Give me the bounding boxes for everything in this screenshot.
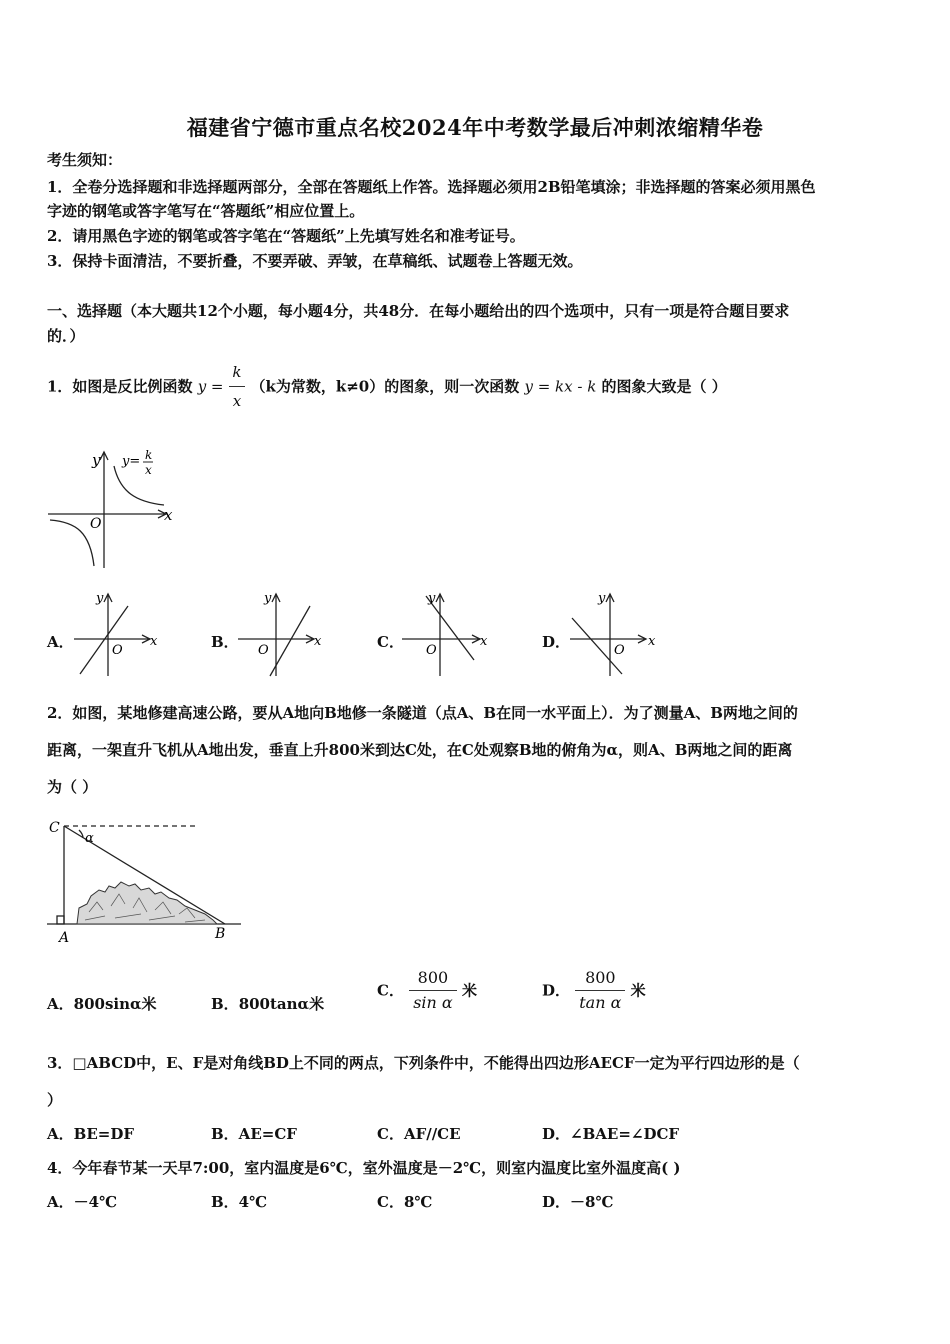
q4-option-a: A．－4℃ — [47, 1193, 118, 1211]
q1-suffix: 的图象大致是（ ） — [601, 377, 727, 396]
page-title: 福建省宁德市重点名校2024年中考数学最后冲刺浓缩精华卷 — [186, 115, 764, 140]
q1-d-axis-x: x — [648, 634, 656, 649]
q1-b-axis-y: y — [264, 591, 272, 606]
q1-fraction — [229, 358, 245, 415]
q2-point-c: C — [49, 820, 60, 836]
q2-tunnel-figure — [45, 816, 245, 946]
q2-option-c-den: sin α — [409, 990, 457, 1015]
notice-heading: 考生须知： — [47, 151, 123, 169]
q2-option-d — [542, 966, 646, 1015]
notice-item-1: 1．全卷分选择题和非选择题两部分，全部在答题纸上作答。选择题必须用2B铅笔填涂；非选择题的答案必须用黑色 — [47, 178, 816, 196]
question-1 — [47, 358, 727, 415]
q2-option-c — [377, 966, 477, 1015]
question-2-line-2: 距离，一架直升飞机从A地出发，垂直上升800米到达C处，在C处观察B地的俯角为α，则A、B两地之间的距离 — [47, 741, 793, 759]
q3-option-d: D．∠BAE=∠DCF — [542, 1125, 680, 1143]
q2-option-d-den: tan α — [575, 990, 625, 1015]
q1-curve-k: k — [145, 448, 153, 462]
notice-item-1-cont: 字迹的钢笔或答字笔写在“答题纸”相应位置上。 — [47, 202, 365, 220]
q1-axis-y-label: y — [92, 451, 101, 469]
q3-option-c: C．AF//CE — [377, 1125, 461, 1143]
q2-option-d-unit: 米 — [630, 981, 646, 1000]
question-2-line-3: 为（ ） — [47, 778, 98, 796]
q2-point-a: A — [59, 930, 70, 946]
q1-origin-label: O — [90, 516, 102, 532]
q1-frac-den: x — [229, 386, 245, 415]
q1-option-a-label: A． — [47, 633, 74, 651]
q1-frac-num: k — [232, 363, 242, 381]
q2-option-a-label: A． — [47, 995, 74, 1013]
question-3-line-2: ） — [47, 1091, 63, 1109]
q1-axis-x-label: x — [164, 506, 173, 524]
q4-option-b: B．4℃ — [211, 1193, 268, 1211]
q2-angle-alpha: α — [85, 831, 94, 846]
q1-option-c-label: C． — [377, 633, 404, 651]
question-2-line-1: 2．如图，某地修建高速公路，要从A地向B地修一条隧道（点A、B在同一水平面上）．为了测量A、B两地之间的 — [47, 704, 798, 722]
q1-c-axis-x: x — [480, 634, 488, 649]
q2-option-d-fraction — [575, 966, 625, 1015]
q1-option-c-graph — [400, 588, 495, 680]
q2-point-b: B — [215, 926, 226, 942]
q1-b-origin: O — [258, 643, 269, 658]
q3-option-a: A．BE=DF — [47, 1125, 134, 1143]
q1-a-axis-y: y — [96, 591, 104, 606]
question-3-line-1: 3．□ABCD中，E、F是对角线BD上不同的两点，下列条件中，不能得出四边形AECF一定为平行四边形的是（ — [47, 1054, 800, 1072]
q2-option-c-fraction — [409, 966, 457, 1015]
q1-a-origin: O — [112, 643, 123, 658]
q1-curve-label: y= — [122, 454, 141, 469]
q2-option-a-text: 800sinα米 — [73, 995, 157, 1013]
notice-item-3: 3．保持卡面清洁，不要折叠，不要弄破、弄皱，在草稿纸、试题卷上答题无效。 — [47, 252, 583, 270]
q3-option-b: B．AE=CF — [211, 1125, 297, 1143]
notice-item-2: 2．请用黑色字迹的钢笔或答字笔在“答题纸”上先填写姓名和准考证号。 — [47, 227, 525, 245]
q1-option-d-graph — [568, 588, 663, 680]
section-heading: 一、选择题（本大题共12个小题，每小题4分，共48分．在每小题给出的四个选项中，只有一项是符合题目要求 — [47, 302, 790, 320]
q2-option-c-label: C． — [377, 981, 404, 1000]
q2-option-c-num: 800 — [417, 968, 449, 987]
q1-hyperbola-figure — [46, 448, 176, 572]
q1-option-a-graph — [72, 588, 167, 680]
q2-option-b — [211, 994, 324, 1014]
q2-option-b-text: 800tanα米 — [238, 995, 325, 1013]
q4-option-c: C．8℃ — [377, 1193, 433, 1211]
q1-prefix: 1．如图是反比例函数 — [47, 377, 193, 396]
q1-option-b-graph — [236, 588, 331, 680]
q1-c-axis-y: y — [428, 591, 436, 606]
q2-option-a — [47, 994, 157, 1014]
q1-c-origin: O — [426, 643, 437, 658]
q1-formula-y: y = — [197, 377, 224, 396]
section-heading-cont: 的．） — [47, 327, 85, 345]
q2-option-c-unit: 米 — [461, 981, 477, 1000]
q1-curve-x: x — [145, 463, 152, 477]
q1-a-axis-x: x — [150, 634, 158, 649]
question-4-line-1: 4．今年春节某一天早7:00，室内温度是6℃，室外温度是－2℃，则室内温度比室外温度高( ) — [47, 1159, 681, 1177]
q2-option-b-label: B． — [211, 995, 239, 1013]
q1-option-b-label: B． — [211, 633, 239, 651]
q1-d-origin: O — [614, 643, 625, 658]
q1-linear: y = kx - k — [524, 377, 597, 396]
q1-b-axis-x: x — [314, 634, 322, 649]
q2-option-d-num: 800 — [585, 968, 616, 987]
q4-option-d: D．－8℃ — [542, 1193, 614, 1211]
q1-option-d-label: D． — [542, 633, 571, 651]
q1-middle: （k为常数，k≠0）的图象，则一次函数 — [250, 377, 520, 396]
q2-option-d-label: D． — [542, 981, 571, 1000]
q1-d-axis-y: y — [598, 591, 606, 606]
